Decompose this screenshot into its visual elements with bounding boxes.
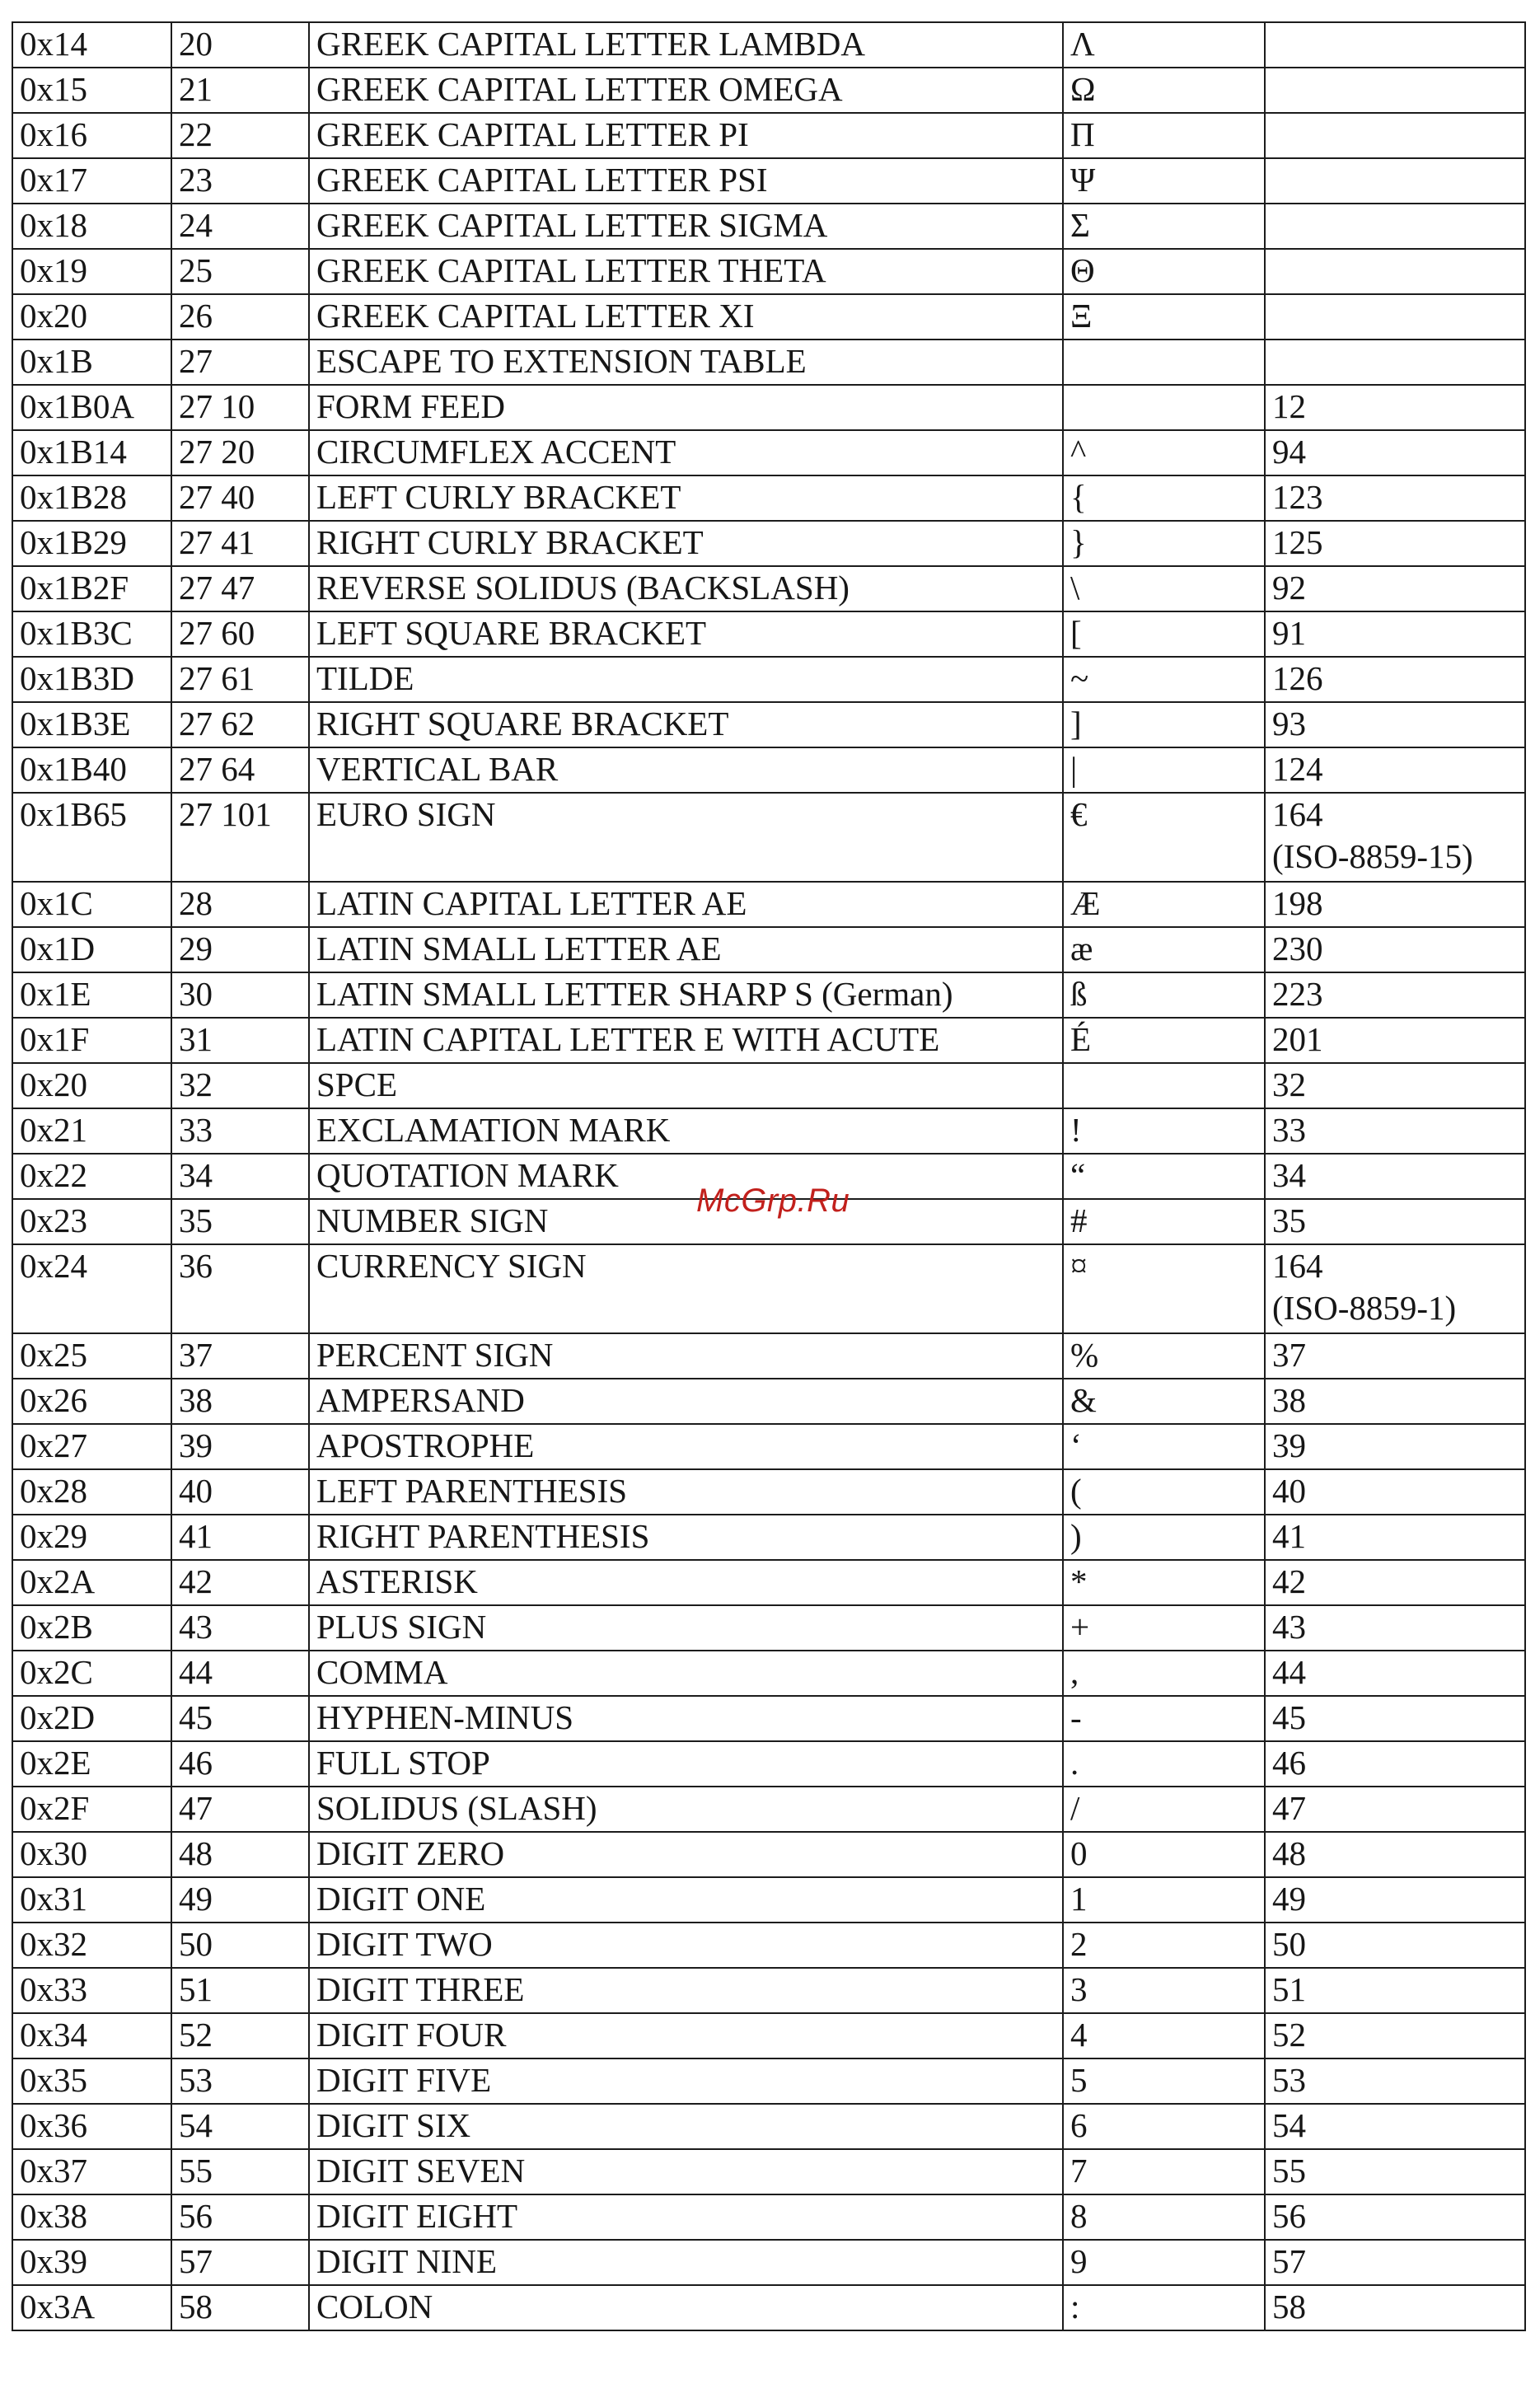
hex-code-cell: 0x14 xyxy=(12,22,171,68)
table-row xyxy=(12,430,1525,475)
hex-code-cell: 0x15 xyxy=(12,68,171,113)
character-glyph-cell: 3 xyxy=(1063,1968,1265,2013)
gsm-code-cell: 38 xyxy=(171,1379,309,1424)
gsm-code-cell: 33 xyxy=(171,1108,309,1154)
iso-code-cell: 32 xyxy=(1265,1063,1525,1108)
gsm-code-cell: 27 xyxy=(171,340,309,385)
hex-code-cell: 0x35 xyxy=(12,2058,171,2104)
iso-code-cell xyxy=(1265,68,1525,113)
iso-code-cell: 12 xyxy=(1265,385,1525,430)
iso-code-cell: 50 xyxy=(1265,1923,1525,1968)
character-glyph-cell: 0 xyxy=(1063,1832,1265,1877)
character-name-cell: DIGIT FOUR xyxy=(309,2013,1063,2058)
character-name-cell: LEFT PARENTHESIS xyxy=(309,1469,1063,1515)
iso-code-cell: 44 xyxy=(1265,1651,1525,1696)
iso-code-cell xyxy=(1265,158,1525,204)
character-glyph-cell: 9 xyxy=(1063,2240,1265,2285)
character-name-cell: FULL STOP xyxy=(309,1741,1063,1787)
character-glyph-cell: { xyxy=(1063,475,1265,521)
gsm-code-cell: 27 40 xyxy=(171,475,309,521)
character-glyph-cell: | xyxy=(1063,747,1265,793)
table-row xyxy=(12,521,1525,566)
character-name-cell: LATIN CAPITAL LETTER AE xyxy=(309,882,1063,927)
gsm-code-cell: 27 62 xyxy=(171,702,309,747)
iso-code-cell: 47 xyxy=(1265,1787,1525,1832)
character-glyph-cell: 5 xyxy=(1063,2058,1265,2104)
character-glyph-cell: } xyxy=(1063,521,1265,566)
gsm-code-cell: 51 xyxy=(171,1968,309,2013)
hex-code-cell: 0x19 xyxy=(12,249,171,294)
table-row xyxy=(12,68,1525,113)
character-name-cell: RIGHT PARENTHESIS xyxy=(309,1515,1063,1560)
table-body xyxy=(12,22,1525,2330)
hex-code-cell: 0x1B xyxy=(12,340,171,385)
character-glyph-cell: Æ xyxy=(1063,882,1265,927)
character-name-cell: DIGIT EIGHT xyxy=(309,2194,1063,2240)
character-name-cell: RIGHT SQUARE BRACKET xyxy=(309,702,1063,747)
iso-code-cell: 164 (ISO-8859-15) xyxy=(1265,793,1525,882)
gsm-code-cell: 57 xyxy=(171,2240,309,2285)
character-glyph-cell: 8 xyxy=(1063,2194,1265,2240)
character-name-cell: DIGIT THREE xyxy=(309,1968,1063,2013)
hex-code-cell: 0x1B29 xyxy=(12,521,171,566)
hex-code-cell: 0x33 xyxy=(12,1968,171,2013)
iso-code-cell xyxy=(1265,204,1525,249)
character-name-cell: PLUS SIGN xyxy=(309,1605,1063,1651)
table-row xyxy=(12,1651,1525,1696)
character-name-cell: QUOTATION MARK xyxy=(309,1154,1063,1199)
iso-code-cell: 39 xyxy=(1265,1424,1525,1469)
character-name-cell: TILDE xyxy=(309,657,1063,702)
gsm-code-cell: 47 xyxy=(171,1787,309,1832)
table-row xyxy=(12,657,1525,702)
watermark: McGrp.Ru xyxy=(696,1183,850,1219)
iso-code-cell: 34 xyxy=(1265,1154,1525,1199)
character-glyph-cell: Σ xyxy=(1063,204,1265,249)
table-row xyxy=(12,2194,1525,2240)
iso-code-cell xyxy=(1265,113,1525,158)
character-glyph-cell: / xyxy=(1063,1787,1265,1832)
table-row xyxy=(12,2058,1525,2104)
character-name-cell: CIRCUMFLEX ACCENT xyxy=(309,430,1063,475)
iso-code-cell: 124 xyxy=(1265,747,1525,793)
hex-code-cell: 0x30 xyxy=(12,1832,171,1877)
gsm-code-cell: 55 xyxy=(171,2149,309,2194)
hex-code-cell: 0x3A xyxy=(12,2285,171,2330)
iso-code-cell: 49 xyxy=(1265,1877,1525,1923)
character-glyph-cell: # xyxy=(1063,1199,1265,1244)
character-name-cell: DIGIT SEVEN xyxy=(309,2149,1063,2194)
hex-code-cell: 0x1C xyxy=(12,882,171,927)
table-row xyxy=(12,1605,1525,1651)
character-name-cell: LEFT CURLY BRACKET xyxy=(309,475,1063,521)
gsm-code-cell: 46 xyxy=(171,1741,309,1787)
character-glyph-cell: : xyxy=(1063,2285,1265,2330)
character-glyph-cell: “ xyxy=(1063,1154,1265,1199)
character-name-cell: VERTICAL BAR xyxy=(309,747,1063,793)
iso-code-cell: 42 xyxy=(1265,1560,1525,1605)
gsm-code-cell: 27 10 xyxy=(171,385,309,430)
gsm-code-cell: 27 101 xyxy=(171,793,309,882)
iso-code-cell: 164 (ISO-8859-1) xyxy=(1265,1244,1525,1333)
gsm-code-cell: 41 xyxy=(171,1515,309,1560)
table-row xyxy=(12,611,1525,657)
hex-code-cell: 0x20 xyxy=(12,1063,171,1108)
iso-code-cell: 125 xyxy=(1265,521,1525,566)
character-name-cell: DIGIT FIVE xyxy=(309,2058,1063,2104)
gsm-code-cell: 27 20 xyxy=(171,430,309,475)
character-name-cell: REVERSE SOLIDUS (BACKSLASH) xyxy=(309,566,1063,611)
character-name-cell: GREEK CAPITAL LETTER OMEGA xyxy=(309,68,1063,113)
character-set-table xyxy=(12,21,1526,2331)
document-page xyxy=(12,21,1524,2331)
character-name-cell: EURO SIGN xyxy=(309,793,1063,882)
hex-code-cell: 0x16 xyxy=(12,113,171,158)
iso-code-cell xyxy=(1265,340,1525,385)
gsm-code-cell: 35 xyxy=(171,1199,309,1244)
iso-code-cell: 45 xyxy=(1265,1696,1525,1741)
character-name-cell: LATIN CAPITAL LETTER E WITH ACUTE xyxy=(309,1018,1063,1063)
character-name-cell: COMMA xyxy=(309,1651,1063,1696)
iso-code-cell: 94 xyxy=(1265,430,1525,475)
character-glyph-cell: ) xyxy=(1063,1515,1265,1560)
table-row xyxy=(12,1877,1525,1923)
hex-code-cell: 0x38 xyxy=(12,2194,171,2240)
character-name-cell: NUMBER SIGN xyxy=(309,1199,1063,1244)
character-glyph-cell: 6 xyxy=(1063,2104,1265,2149)
iso-code-cell: 43 xyxy=(1265,1605,1525,1651)
table-row xyxy=(12,1515,1525,1560)
gsm-code-cell: 25 xyxy=(171,249,309,294)
hex-code-cell: 0x18 xyxy=(12,204,171,249)
hex-code-cell: 0x23 xyxy=(12,1199,171,1244)
character-glyph-cell: [ xyxy=(1063,611,1265,657)
gsm-code-cell: 49 xyxy=(171,1877,309,1923)
character-name-cell: LEFT SQUARE BRACKET xyxy=(309,611,1063,657)
gsm-code-cell: 27 61 xyxy=(171,657,309,702)
table-row xyxy=(12,927,1525,972)
table-row xyxy=(12,747,1525,793)
hex-code-cell: 0x2B xyxy=(12,1605,171,1651)
hex-code-cell: 0x1B0A xyxy=(12,385,171,430)
character-glyph-cell: ^ xyxy=(1063,430,1265,475)
iso-code-cell: 223 xyxy=(1265,972,1525,1018)
hex-code-cell: 0x27 xyxy=(12,1424,171,1469)
table-row xyxy=(12,2149,1525,2194)
table-row xyxy=(12,793,1525,882)
table-row xyxy=(12,972,1525,1018)
character-glyph-cell: æ xyxy=(1063,927,1265,972)
hex-code-cell: 0x1B3C xyxy=(12,611,171,657)
table-row xyxy=(12,1063,1525,1108)
character-glyph-cell: ~ xyxy=(1063,657,1265,702)
hex-code-cell: 0x1B3E xyxy=(12,702,171,747)
gsm-code-cell: 24 xyxy=(171,204,309,249)
iso-code-cell: 41 xyxy=(1265,1515,1525,1560)
gsm-code-cell: 31 xyxy=(171,1018,309,1063)
character-glyph-cell xyxy=(1063,1063,1265,1108)
iso-code-cell: 198 xyxy=(1265,882,1525,927)
gsm-code-cell: 26 xyxy=(171,294,309,340)
character-name-cell: GREEK CAPITAL LETTER PI xyxy=(309,113,1063,158)
hex-code-cell: 0x1B3D xyxy=(12,657,171,702)
table-row xyxy=(12,249,1525,294)
iso-code-cell: 56 xyxy=(1265,2194,1525,2240)
hex-code-cell: 0x29 xyxy=(12,1515,171,1560)
table-row xyxy=(12,882,1525,927)
table-row xyxy=(12,475,1525,521)
hex-code-cell: 0x2C xyxy=(12,1651,171,1696)
gsm-code-cell: 23 xyxy=(171,158,309,204)
character-name-cell: FORM FEED xyxy=(309,385,1063,430)
hex-code-cell: 0x1B28 xyxy=(12,475,171,521)
character-glyph-cell: ‘ xyxy=(1063,1424,1265,1469)
character-glyph-cell: * xyxy=(1063,1560,1265,1605)
hex-code-cell: 0x28 xyxy=(12,1469,171,1515)
hex-code-cell: 0x2E xyxy=(12,1741,171,1787)
table-row xyxy=(12,2285,1525,2330)
iso-code-cell xyxy=(1265,294,1525,340)
gsm-code-cell: 21 xyxy=(171,68,309,113)
character-name-cell: DIGIT ZERO xyxy=(309,1832,1063,1877)
iso-code-cell: 126 xyxy=(1265,657,1525,702)
character-name-cell: GREEK CAPITAL LETTER PSI xyxy=(309,158,1063,204)
hex-code-cell: 0x21 xyxy=(12,1108,171,1154)
hex-code-cell: 0x36 xyxy=(12,2104,171,2149)
character-glyph-cell: É xyxy=(1063,1018,1265,1063)
gsm-code-cell: 40 xyxy=(171,1469,309,1515)
gsm-code-cell: 50 xyxy=(171,1923,309,1968)
table-row xyxy=(12,158,1525,204)
hex-code-cell: 0x31 xyxy=(12,1877,171,1923)
character-name-cell: HYPHEN-MINUS xyxy=(309,1696,1063,1741)
hex-code-cell: 0x32 xyxy=(12,1923,171,1968)
hex-code-cell: 0x37 xyxy=(12,2149,171,2194)
iso-code-cell: 52 xyxy=(1265,2013,1525,2058)
character-glyph-cell: 2 xyxy=(1063,1923,1265,1968)
hex-code-cell: 0x25 xyxy=(12,1333,171,1379)
character-glyph-cell: ß xyxy=(1063,972,1265,1018)
character-name-cell: EXCLAMATION MARK xyxy=(309,1108,1063,1154)
gsm-code-cell: 48 xyxy=(171,1832,309,1877)
character-name-cell: ESCAPE TO EXTENSION TABLE xyxy=(309,340,1063,385)
character-name-cell: APOSTROPHE xyxy=(309,1424,1063,1469)
character-name-cell: GREEK CAPITAL LETTER XI xyxy=(309,294,1063,340)
table-row xyxy=(12,1696,1525,1741)
character-glyph-cell: Ξ xyxy=(1063,294,1265,340)
character-name-cell: GREEK CAPITAL LETTER THETA xyxy=(309,249,1063,294)
gsm-code-cell: 27 47 xyxy=(171,566,309,611)
table-row xyxy=(12,340,1525,385)
hex-code-cell: 0x20 xyxy=(12,294,171,340)
table-row xyxy=(12,1424,1525,1469)
gsm-code-cell: 56 xyxy=(171,2194,309,2240)
gsm-code-cell: 39 xyxy=(171,1424,309,1469)
character-name-cell: CURRENCY SIGN xyxy=(309,1244,1063,1333)
gsm-code-cell: 30 xyxy=(171,972,309,1018)
table-row xyxy=(12,1244,1525,1333)
table-row xyxy=(12,1741,1525,1787)
gsm-code-cell: 29 xyxy=(171,927,309,972)
character-glyph-cell: - xyxy=(1063,1696,1265,1741)
hex-code-cell: 0x34 xyxy=(12,2013,171,2058)
character-glyph-cell: ¤ xyxy=(1063,1244,1265,1333)
iso-code-cell: 37 xyxy=(1265,1333,1525,1379)
hex-code-cell: 0x1B40 xyxy=(12,747,171,793)
table-row xyxy=(12,1018,1525,1063)
character-name-cell: DIGIT ONE xyxy=(309,1877,1063,1923)
gsm-code-cell: 36 xyxy=(171,1244,309,1333)
table-row xyxy=(12,1923,1525,1968)
character-glyph-cell: , xyxy=(1063,1651,1265,1696)
iso-code-cell: 53 xyxy=(1265,2058,1525,2104)
character-glyph-cell: ] xyxy=(1063,702,1265,747)
character-name-cell: AMPERSAND xyxy=(309,1379,1063,1424)
hex-code-cell: 0x17 xyxy=(12,158,171,204)
iso-code-cell: 51 xyxy=(1265,1968,1525,2013)
gsm-code-cell: 22 xyxy=(171,113,309,158)
character-glyph-cell: Θ xyxy=(1063,249,1265,294)
gsm-code-cell: 27 41 xyxy=(171,521,309,566)
iso-code-cell: 123 xyxy=(1265,475,1525,521)
character-glyph-cell xyxy=(1063,340,1265,385)
iso-code-cell: 91 xyxy=(1265,611,1525,657)
gsm-code-cell: 42 xyxy=(171,1560,309,1605)
table-row xyxy=(12,1379,1525,1424)
table-row xyxy=(12,294,1525,340)
character-glyph-cell: 4 xyxy=(1063,2013,1265,2058)
gsm-code-cell: 37 xyxy=(171,1333,309,1379)
table-row xyxy=(12,1968,1525,2013)
iso-code-cell: 55 xyxy=(1265,2149,1525,2194)
table-row xyxy=(12,1832,1525,1877)
gsm-code-cell: 53 xyxy=(171,2058,309,2104)
table-row xyxy=(12,385,1525,430)
table-row xyxy=(12,204,1525,249)
table-row xyxy=(12,1333,1525,1379)
iso-code-cell: 92 xyxy=(1265,566,1525,611)
table-row xyxy=(12,113,1525,158)
table-row xyxy=(12,2240,1525,2285)
character-name-cell: GREEK CAPITAL LETTER SIGMA xyxy=(309,204,1063,249)
gsm-code-cell: 28 xyxy=(171,882,309,927)
character-glyph-cell: 1 xyxy=(1063,1877,1265,1923)
character-glyph-cell: Π xyxy=(1063,113,1265,158)
character-name-cell: DIGIT TWO xyxy=(309,1923,1063,1968)
iso-code-cell xyxy=(1265,249,1525,294)
hex-code-cell: 0x24 xyxy=(12,1244,171,1333)
iso-code-cell: 38 xyxy=(1265,1379,1525,1424)
character-glyph-cell: ! xyxy=(1063,1108,1265,1154)
character-glyph-cell: . xyxy=(1063,1741,1265,1787)
table-row xyxy=(12,1560,1525,1605)
character-name-cell: LATIN SMALL LETTER SHARP S (German) xyxy=(309,972,1063,1018)
hex-code-cell: 0x2F xyxy=(12,1787,171,1832)
hex-code-cell: 0x39 xyxy=(12,2240,171,2285)
iso-code-cell: 57 xyxy=(1265,2240,1525,2285)
iso-code-cell: 35 xyxy=(1265,1199,1525,1244)
character-name-cell: ASTERISK xyxy=(309,1560,1063,1605)
hex-code-cell: 0x22 xyxy=(12,1154,171,1199)
hex-code-cell: 0x1B2F xyxy=(12,566,171,611)
character-glyph-cell: Ψ xyxy=(1063,158,1265,204)
table-row xyxy=(12,1787,1525,1832)
iso-code-cell: 58 xyxy=(1265,2285,1525,2330)
character-glyph-cell: € xyxy=(1063,793,1265,882)
table-row xyxy=(12,1108,1525,1154)
iso-code-cell: 40 xyxy=(1265,1469,1525,1515)
table-row xyxy=(12,566,1525,611)
iso-code-cell: 48 xyxy=(1265,1832,1525,1877)
character-name-cell: RIGHT CURLY BRACKET xyxy=(309,521,1063,566)
iso-code-cell: 46 xyxy=(1265,1741,1525,1787)
character-glyph-cell xyxy=(1063,385,1265,430)
hex-code-cell: 0x2A xyxy=(12,1560,171,1605)
character-name-cell: DIGIT SIX xyxy=(309,2104,1063,2149)
hex-code-cell: 0x26 xyxy=(12,1379,171,1424)
gsm-code-cell: 52 xyxy=(171,2013,309,2058)
iso-code-cell: 230 xyxy=(1265,927,1525,972)
gsm-code-cell: 45 xyxy=(171,1696,309,1741)
table-row xyxy=(12,22,1525,68)
character-glyph-cell: % xyxy=(1063,1333,1265,1379)
character-glyph-cell: Λ xyxy=(1063,22,1265,68)
character-glyph-cell: & xyxy=(1063,1379,1265,1424)
iso-code-cell: 201 xyxy=(1265,1018,1525,1063)
gsm-code-cell: 32 xyxy=(171,1063,309,1108)
hex-code-cell: 0x1D xyxy=(12,927,171,972)
gsm-code-cell: 44 xyxy=(171,1651,309,1696)
hex-code-cell: 0x1E xyxy=(12,972,171,1018)
character-glyph-cell: + xyxy=(1063,1605,1265,1651)
character-name-cell: COLON xyxy=(309,2285,1063,2330)
iso-code-cell: 33 xyxy=(1265,1108,1525,1154)
table-row xyxy=(12,702,1525,747)
gsm-code-cell: 54 xyxy=(171,2104,309,2149)
character-name-cell: SOLIDUS (SLASH) xyxy=(309,1787,1063,1832)
character-name-cell: DIGIT NINE xyxy=(309,2240,1063,2285)
gsm-code-cell: 27 64 xyxy=(171,747,309,793)
gsm-code-cell: 43 xyxy=(171,1605,309,1651)
iso-code-cell: 54 xyxy=(1265,2104,1525,2149)
character-name-cell: PERCENT SIGN xyxy=(309,1333,1063,1379)
gsm-code-cell: 34 xyxy=(171,1154,309,1199)
character-glyph-cell: \ xyxy=(1063,566,1265,611)
table-row xyxy=(12,1469,1525,1515)
gsm-code-cell: 20 xyxy=(171,22,309,68)
character-name-cell: SPCE xyxy=(309,1063,1063,1108)
hex-code-cell: 0x1B65 xyxy=(12,793,171,882)
gsm-code-cell: 58 xyxy=(171,2285,309,2330)
character-glyph-cell: Ω xyxy=(1063,68,1265,113)
iso-code-cell xyxy=(1265,22,1525,68)
character-glyph-cell: ( xyxy=(1063,1469,1265,1515)
gsm-code-cell: 27 60 xyxy=(171,611,309,657)
table-row xyxy=(12,2104,1525,2149)
table-row xyxy=(12,2013,1525,2058)
character-name-cell: GREEK CAPITAL LETTER LAMBDA xyxy=(309,22,1063,68)
hex-code-cell: 0x1F xyxy=(12,1018,171,1063)
hex-code-cell: 0x1B14 xyxy=(12,430,171,475)
character-name-cell: LATIN SMALL LETTER AE xyxy=(309,927,1063,972)
hex-code-cell: 0x2D xyxy=(12,1696,171,1741)
iso-code-cell: 93 xyxy=(1265,702,1525,747)
character-glyph-cell: 7 xyxy=(1063,2149,1265,2194)
